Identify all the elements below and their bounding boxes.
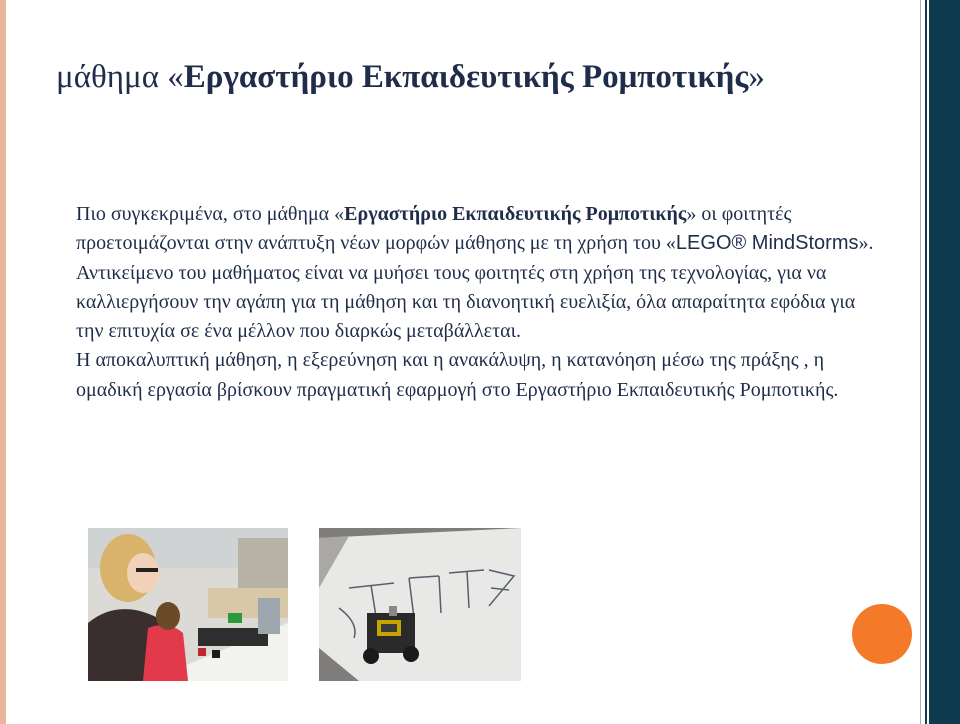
- title-course-name: Εργαστήριο Εκπαιδευτικής Ρομποτικής: [183, 59, 749, 95]
- paragraph-learning: Η αποκαλυπτική μάθηση, η εξερεύνηση και η ανακάλυψη, η κατανόηση μέσω της πράξης , η ομαδική εργασία βρίσκουν πραγματική εφαρμογή στο Εργαστήριο Εκπαιδευτικής Ρομποτικής.: [76, 349, 839, 401]
- photo-students-working: [88, 528, 288, 681]
- intro-text-1: Πιο συγκεκριμένα, στο μάθημα «: [76, 203, 345, 225]
- left-accent-bar: [0, 0, 6, 724]
- paragraph-objective: Αντικείμενο του μαθήματος είναι να μυήσει τους φοιτητές στη χρήση της τεχνολογίας, για να καλλιεργήσουν την αγάπη για τη μάθηση και τη διανοητική ευελιξία, όλα απαραίτητα εφόδια για την επιτυχία σε ένα μέλλον που διαρκώς μεταβάλλεται.: [76, 261, 856, 343]
- slide-body: [76, 200, 876, 405]
- intro-text-3: ».: [858, 232, 874, 255]
- orange-circle-decoration: [852, 604, 912, 664]
- slide-title: [56, 54, 836, 100]
- photo-robot-drawing: [319, 528, 521, 681]
- right-decorative-stripes: [916, 0, 960, 724]
- title-prefix: μάθημα «: [56, 59, 184, 95]
- intro-lego-name: LEGO® MindStorms: [675, 232, 859, 255]
- intro-course-name: Εργαστήριο Εκπαιδευτικής Ρομποτικής: [344, 203, 687, 225]
- title-suffix: »: [748, 59, 765, 95]
- intro-text-2: » οι φοιτητές προετοιμάζονται στην ανάπτυξη νέων μορφών μάθησης με τη χρήση του «: [76, 203, 792, 255]
- paragraph-intro: [76, 200, 876, 259]
